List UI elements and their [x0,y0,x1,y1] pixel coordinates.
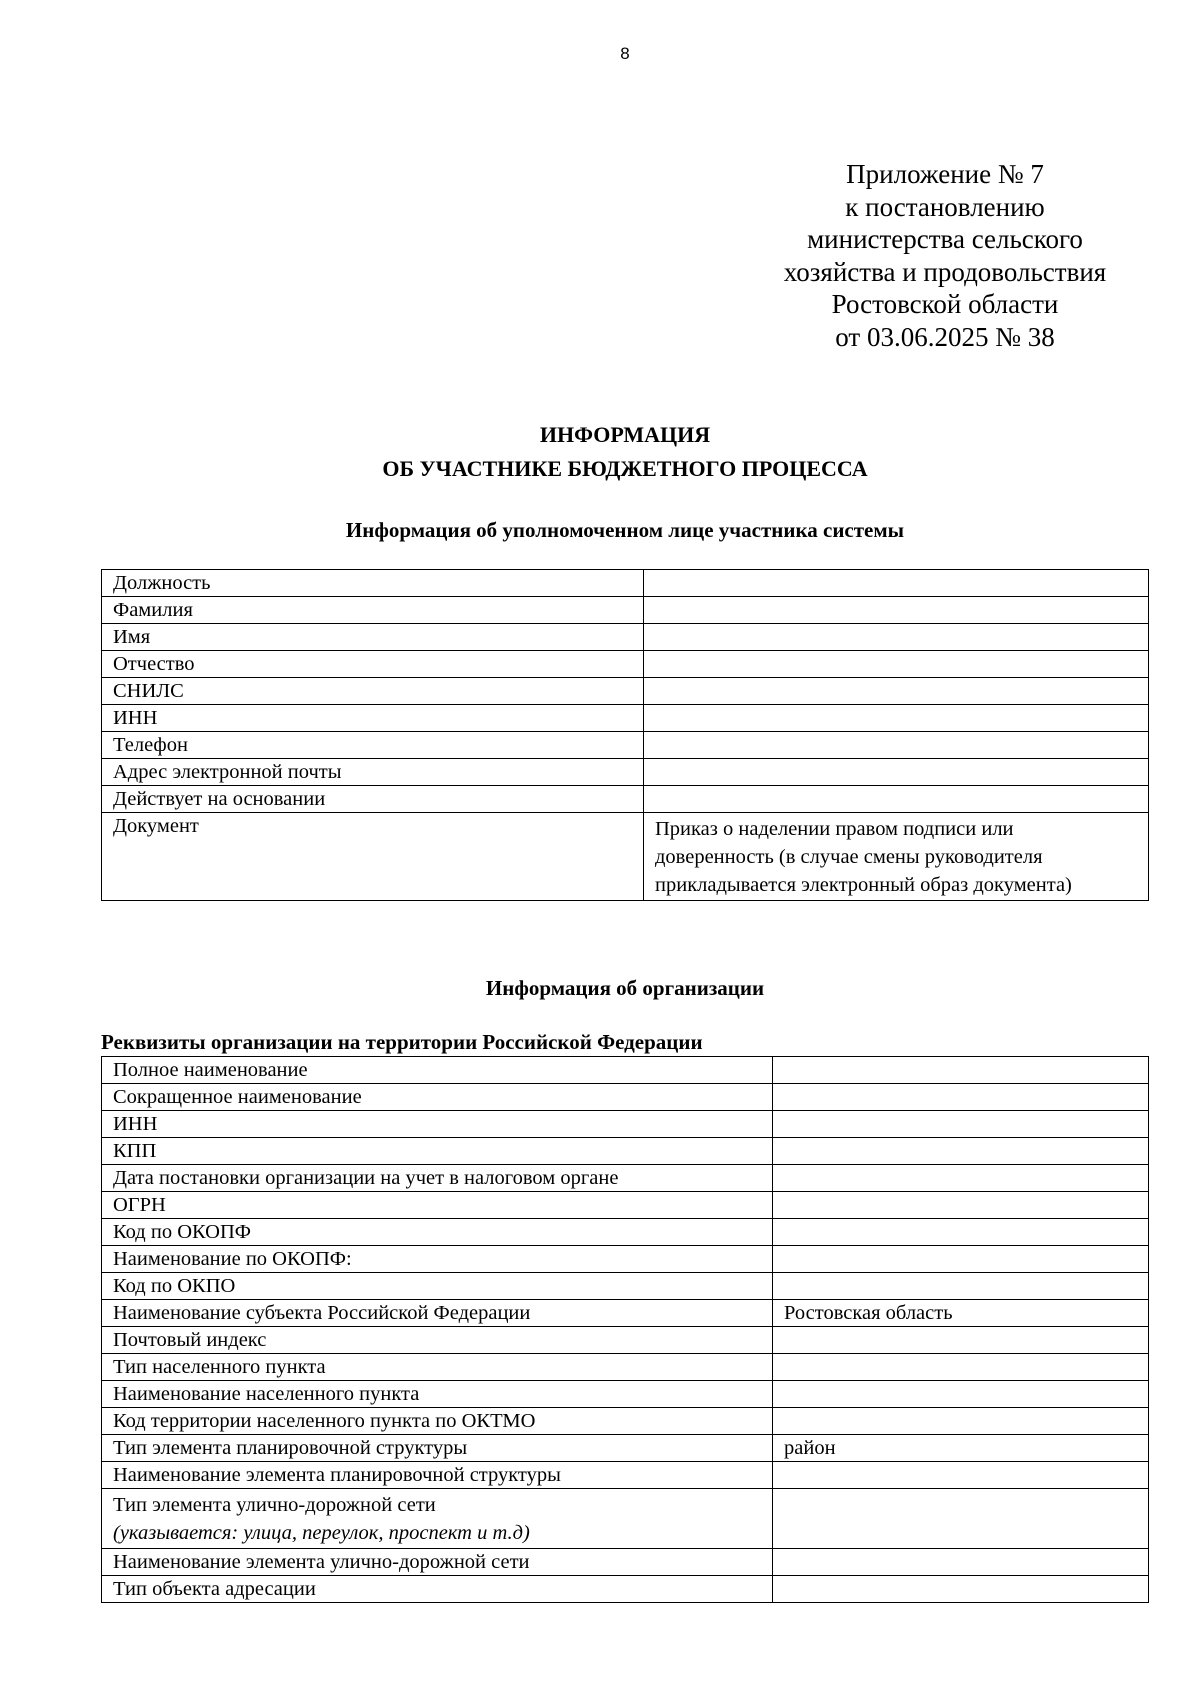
field-value[interactable] [644,570,1149,597]
table-row [102,1408,1149,1435]
table-row [102,1576,1149,1603]
table-row [102,1462,1149,1489]
appendix-line: к постановлению [845,191,1045,222]
table-row [102,705,1149,732]
field-label: ОГРН [102,1192,773,1219]
field-value[interactable] [644,786,1149,813]
field-label: Наименование по ОКОПФ: [102,1246,773,1273]
field-value[interactable] [773,1192,1149,1219]
field-label: Код по ОКОПФ [102,1219,773,1246]
field-label: Дата постановки организации на учет в налоговом органе [102,1165,773,1192]
table-row [102,1435,1149,1462]
field-label: ИНН [102,705,644,732]
field-label: Действует на основании [102,786,644,813]
table-row [102,1300,1149,1327]
field-label: Полное наименование [102,1057,773,1084]
field-label-note: (указывается: улица, переулок, проспект и т.д) [113,1522,530,1544]
field-value[interactable] [644,597,1149,624]
field-label: Наименование элемента улично-дорожной сети [102,1549,773,1576]
table-row [102,678,1149,705]
field-value[interactable] [773,1576,1149,1603]
field-value[interactable] [773,1057,1149,1084]
field-label: Наименование элемента планировочной структуры [102,1462,773,1489]
document-title-line: ИНФОРМАЦИЯ [539,422,711,447]
organization-subheading: Реквизиты организации на территории Российской Федерации [101,1030,703,1054]
field-value[interactable] [773,1381,1149,1408]
authorized-person-heading: Информация об уполномоченном лице участника системы [345,518,905,542]
field-label: КПП [102,1138,773,1165]
appendix-reference [720,158,1170,353]
field-label: Тип элемента планировочной структуры [102,1435,773,1462]
field-label: Тип объекта адресации [102,1576,773,1603]
field-value[interactable] [773,1408,1149,1435]
field-value[interactable]: Ростовская область [773,1300,1149,1327]
field-value[interactable] [773,1273,1149,1300]
field-label: СНИЛС [102,678,644,705]
field-label: Наименование населенного пункта [102,1381,773,1408]
appendix-line: от 03.06.2025 № 38 [835,321,1055,352]
field-label: Телефон [102,732,644,759]
field-value[interactable] [644,759,1149,786]
organization-heading: Информация об организации [485,976,765,1000]
field-value[interactable] [773,1219,1149,1246]
field-value[interactable] [644,678,1149,705]
table-row [102,624,1149,651]
table-row [102,732,1149,759]
appendix-line: Приложение № 7 [846,159,1044,189]
field-value[interactable]: район [773,1435,1149,1462]
field-value[interactable] [773,1327,1149,1354]
appendix-line: хозяйства и продовольствия [783,256,1107,287]
document-title-line: ОБ УЧАСТНИКЕ БЮДЖЕТНОГО ПРОЦЕССА [382,456,868,481]
field-value[interactable] [773,1138,1149,1165]
table-row [102,759,1149,786]
field-label: Документ [102,813,644,901]
field-value[interactable] [773,1084,1149,1111]
field-label: Фамилия [102,597,644,624]
field-label: Адрес электронной почты [102,759,644,786]
table-row [102,570,1149,597]
field-label: Код территории населенного пункта по ОКТМО [102,1408,773,1435]
field-label [102,1489,773,1549]
table-row [102,597,1149,624]
field-value[interactable] [644,624,1149,651]
table-row [102,1192,1149,1219]
table-row [102,786,1149,813]
table-row [102,1138,1149,1165]
field-value[interactable] [773,1489,1149,1549]
table-row [102,1273,1149,1300]
organization-table [101,1056,1149,1603]
field-label: Наименование субъекта Российской Федерации [102,1300,773,1327]
table-row [102,1219,1149,1246]
table-row [102,651,1149,678]
table-row [102,1549,1149,1576]
field-value[interactable] [773,1549,1149,1576]
appendix-line: министерства сельского [807,224,1083,254]
table-row [102,1381,1149,1408]
field-label: Должность [102,570,644,597]
field-value[interactable] [773,1354,1149,1381]
table-row [102,1084,1149,1111]
table-row [102,813,1149,901]
field-value: Приказ о наделении правом подписи или доверенность (в случае смены руководителя прикладывается электронный образ документа) [644,813,1149,901]
page-number: 8 [620,44,630,63]
document-title [0,418,1200,486]
field-label: Тип населенного пункта [102,1354,773,1381]
field-value[interactable] [773,1462,1149,1489]
table-row [102,1111,1149,1138]
authorized-person-table [101,569,1149,901]
field-label: ИНН [102,1111,773,1138]
table-row [102,1057,1149,1084]
field-value[interactable] [644,651,1149,678]
field-label: Отчество [102,651,644,678]
field-label: Сокращенное наименование [102,1084,773,1111]
field-label: Код по ОКПО [102,1273,773,1300]
field-value[interactable] [773,1165,1149,1192]
table-row [102,1354,1149,1381]
field-label: Имя [102,624,644,651]
field-value[interactable] [644,732,1149,759]
table-row [102,1489,1149,1549]
table-row [102,1327,1149,1354]
appendix-line: Ростовской области [831,289,1059,319]
field-label-text: Тип элемента улично-дорожной сети [113,1494,436,1516]
field-label: Почтовый индекс [102,1327,773,1354]
field-value[interactable] [773,1111,1149,1138]
field-value[interactable] [644,705,1149,732]
table-row [102,1165,1149,1192]
field-value[interactable] [773,1246,1149,1273]
table-row [102,1246,1149,1273]
